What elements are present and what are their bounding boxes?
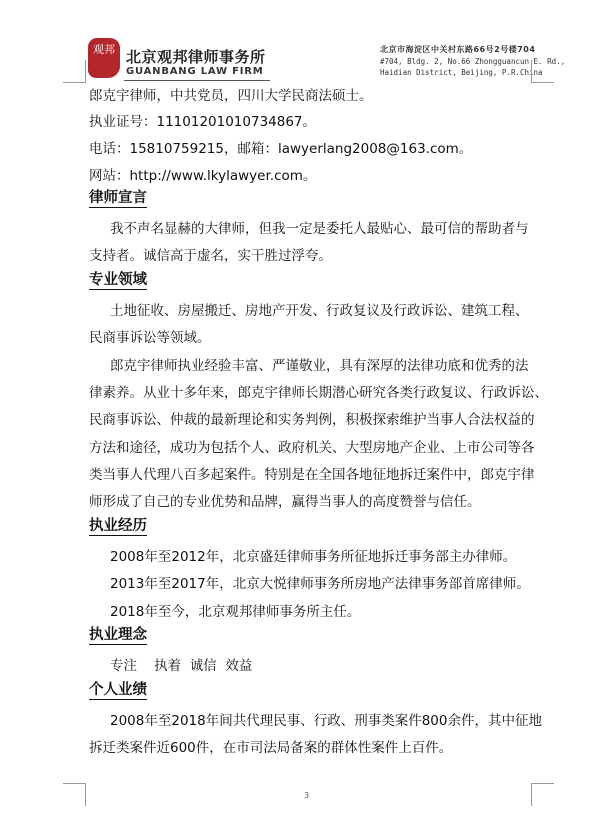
expertise-p2-line: 类当事人代理八百多起案件。特别是在全国各地征地拆迁案件中，郎克宇律 (89, 467, 535, 483)
experience-item: 2013年至2017年，北京大悦律师事务所房地产法律事务部首席律师。 (110, 576, 530, 592)
margin-mark-bottom-left (63, 783, 86, 806)
expertise-p2-line: 律素养。从业十多年来，郎克宇律师长期潜心研究各类行政复议、行政诉讼、 (89, 385, 548, 401)
address-english-line1: #704, Bldg. 2, No.66 Zhongguancun E. Rd., (380, 57, 566, 66)
expertise-p2-line: 民商事诉讼、仲裁的最新理论和实务判例，积极探索维护当事人合法权益的 (89, 412, 535, 428)
section-heading-achievements: 个人业绩 (89, 682, 147, 698)
firm-name-english: GUANBANG LAW FIRM (126, 66, 264, 77)
experience-item: 2008年至2012年，北京盛廷律师事务所征地拆迁事务部主办律师。 (110, 549, 517, 565)
profile-contact: 电话：15810759215，邮箱：lawyerlang2008@163.com。 (89, 141, 473, 157)
achievements-line: 拆迁类案件近600件，在市司法局备案的群体性案件上百件。 (89, 740, 453, 756)
expertise-p1-line: 土地征收、房屋搬迁、房地产开发、行政复议及行政诉讼、建筑工程、 (110, 303, 529, 319)
experience-item: 2018年至今，北京观邦律师事务所主任。 (110, 604, 361, 620)
section-heading-experience: 执业经历 (89, 518, 147, 534)
address-chinese: 北京市海淀区中关村东路66号2号楼704 (380, 45, 536, 54)
achievements-line: 2008年至2018年间共代理民事、行政、刑事类案件800余件，其中征地 (110, 713, 542, 729)
profile-intro: 郎克宇律师，中共党员，四川大学民商法硕士。 (89, 88, 373, 104)
firm-logo-seal (88, 38, 120, 78)
expertise-p2-line: 师形成了自己的专业优势和品牌，赢得当事人的高度赞誉与信任。 (89, 494, 481, 510)
address-english-line2: Haidian District, Beijing, P.R.China (380, 68, 543, 77)
profile-website: 网站：http://www.lkylawyer.com。 (89, 168, 317, 184)
declaration-line: 我不声名显赫的大律师，但我一定是委托人最贴心、最可信的帮助者与 (110, 221, 529, 237)
firm-name-chinese: 北京观邦律师事务所 (126, 48, 266, 66)
expertise-p2-line: 郎克宇律师执业经验丰富、严谨敬业，具有深厚的法律功底和优秀的法 (110, 358, 529, 374)
expertise-p1-line: 民商事诉讼等领域。 (89, 330, 211, 346)
page-number: 3 (304, 791, 310, 800)
section-heading-declaration: 律师宣言 (89, 190, 147, 206)
margin-mark-bottom-right (531, 783, 554, 806)
margin-mark-top-left (63, 60, 86, 83)
declaration-line: 支持者。诚信高于虚名，实干胜过浮夸。 (89, 248, 332, 264)
margin-mark-top-right (531, 60, 554, 83)
profile-license: 执业证号：11101201010734867。 (89, 114, 317, 130)
section-heading-expertise: 专业领域 (89, 272, 147, 288)
expertise-p2-line: 方法和途径，成功为包括个人、政府机关、大型房地产企业、上市公司等各 (89, 440, 535, 456)
philosophy-text: 专注 执着 诚信 效益 (110, 658, 253, 674)
letterhead-divider (124, 80, 270, 81)
seal-text: 观邦 (93, 43, 115, 56)
section-heading-philosophy: 执业理念 (89, 627, 147, 643)
